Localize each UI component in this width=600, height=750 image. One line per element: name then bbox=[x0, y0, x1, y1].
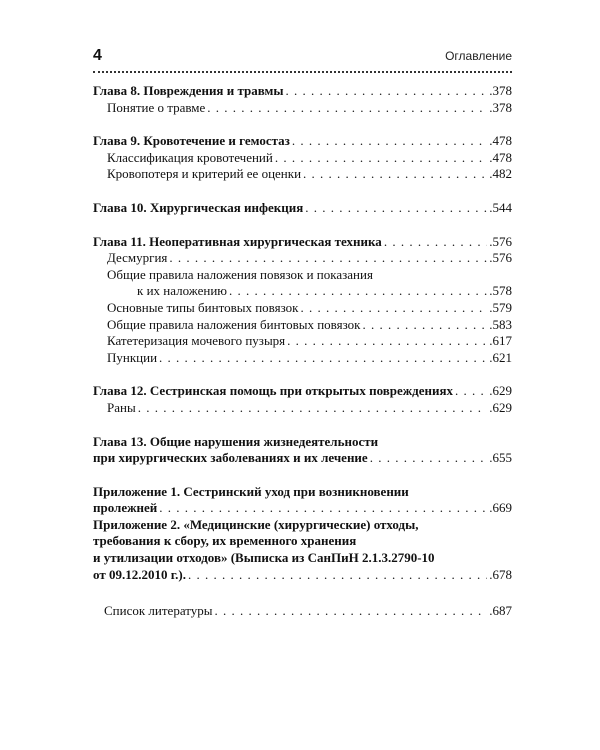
toc-entry-chapter-10[interactable] bbox=[93, 200, 512, 217]
toc-page: .617 bbox=[489, 333, 512, 349]
toc-leader bbox=[455, 383, 487, 400]
header-rule bbox=[93, 71, 512, 73]
toc-title: Глава 10. Хирургическая инфекция bbox=[93, 199, 304, 215]
toc-page: .655 bbox=[489, 450, 512, 466]
toc-title: от 09.12.2010 г.). bbox=[93, 566, 186, 582]
toc-page: .544 bbox=[489, 199, 512, 215]
toc-title: Глава 9. Кровотечение и гемостаз bbox=[93, 133, 290, 149]
toc-entry-appendix-2-line1[interactable] bbox=[93, 517, 512, 534]
toc-entry-chapter-12[interactable] bbox=[93, 383, 512, 400]
toc-entry-desmurgy[interactable] bbox=[93, 250, 512, 267]
toc-page: .629 bbox=[489, 399, 512, 415]
toc-leader bbox=[275, 150, 487, 167]
toc-title: Список литературы bbox=[104, 603, 213, 619]
toc-entry-appendix-1-line1[interactable] bbox=[93, 484, 512, 501]
toc-entry-bandage-types[interactable] bbox=[93, 300, 512, 317]
toc-title: Раны bbox=[107, 399, 136, 415]
toc-title: Десмургия bbox=[107, 250, 168, 266]
toc-leader bbox=[159, 350, 487, 367]
toc-leader bbox=[305, 200, 487, 217]
toc-entry-chapter-11[interactable] bbox=[93, 234, 512, 251]
running-title: Оглавление bbox=[445, 49, 512, 63]
toc-title: Пункции bbox=[107, 349, 158, 365]
toc-page: .578 bbox=[489, 283, 512, 299]
toc-entry-chapter-8[interactable] bbox=[93, 83, 512, 100]
toc-title: Классификация кровотечений bbox=[107, 149, 273, 165]
toc-entry-appendix-2[interactable] bbox=[93, 567, 512, 584]
toc-leader bbox=[292, 133, 487, 150]
toc-entry-appendix-1[interactable] bbox=[93, 500, 512, 517]
toc-leader bbox=[363, 317, 488, 334]
toc-entry-trauma-concept[interactable] bbox=[93, 100, 512, 117]
toc-page: .576 bbox=[489, 250, 512, 266]
toc-entry-catheterization[interactable] bbox=[93, 333, 512, 350]
toc-title: Глава 11. Неоперативная хирургическая техника bbox=[93, 233, 382, 249]
toc-entry-dressing-rules[interactable] bbox=[93, 283, 512, 300]
toc-entry-chapter-9[interactable] bbox=[93, 133, 512, 150]
toc-entry-chapter-13[interactable] bbox=[93, 450, 512, 467]
toc-entry-references[interactable] bbox=[93, 603, 512, 620]
toc-title: Понятие о травме bbox=[107, 99, 206, 115]
toc-page: .576 bbox=[489, 233, 512, 249]
toc-leader bbox=[300, 300, 487, 317]
toc-title: Катетеризация мочевого пузыря bbox=[107, 333, 286, 349]
toc-entry-wounds[interactable] bbox=[93, 400, 512, 417]
toc-title: Глава 13. Общие нарушения жизнедеятельности bbox=[93, 433, 379, 449]
toc-title: Кровопотеря и критерий ее оценки bbox=[107, 166, 302, 182]
toc-entry-bandage-rules[interactable] bbox=[93, 317, 512, 334]
toc-entry-dressing-rules-line1[interactable] bbox=[93, 267, 512, 284]
toc-page: .579 bbox=[489, 299, 512, 315]
toc-title: Основные типы бинтовых повязок bbox=[107, 299, 299, 315]
toc-leader bbox=[229, 283, 487, 300]
toc-page: .378 bbox=[489, 99, 512, 115]
toc-leader bbox=[215, 603, 488, 620]
toc-title: пролежней bbox=[93, 500, 158, 516]
toc-page: .621 bbox=[489, 349, 512, 365]
toc-page: .678 bbox=[489, 566, 512, 582]
toc-title: Глава 8. Повреждения и травмы bbox=[93, 83, 284, 98]
toc-title: при хирургических заболеваниях и их лечение bbox=[93, 450, 368, 466]
toc-leader bbox=[169, 250, 487, 267]
toc-entry-blood-loss[interactable] bbox=[93, 166, 512, 183]
toc-leader bbox=[207, 100, 487, 117]
table-of-contents bbox=[93, 83, 512, 620]
toc-leader bbox=[286, 83, 488, 100]
toc-entry-appendix-2-line3[interactable] bbox=[93, 550, 512, 567]
toc-page: .669 bbox=[489, 500, 512, 516]
toc-page: .583 bbox=[489, 316, 512, 332]
toc-leader bbox=[188, 567, 487, 584]
toc-title: Приложение 1. Сестринский уход при возникновении bbox=[93, 483, 409, 499]
toc-page: .687 bbox=[489, 603, 512, 619]
toc-page: .482 bbox=[489, 166, 512, 182]
toc-title: Общие правила наложения бинтовых повязок bbox=[107, 316, 361, 332]
toc-entry-bleeding-classification[interactable] bbox=[93, 150, 512, 167]
toc-leader bbox=[287, 333, 487, 350]
toc-title: Общие правила наложения повязок и показания bbox=[107, 266, 373, 282]
toc-leader bbox=[138, 400, 488, 417]
toc-entry-chapter-13-line1[interactable] bbox=[93, 434, 512, 451]
toc-leader bbox=[303, 166, 487, 183]
toc-page: .478 bbox=[489, 149, 512, 165]
toc-page: .478 bbox=[489, 133, 512, 149]
toc-title: Глава 12. Сестринская помощь при открытых повреждениях bbox=[93, 383, 454, 399]
toc-leader bbox=[159, 500, 487, 517]
toc-title: и утилизации отходов» (Выписка из СанПиН 2.1.3.2790-10 bbox=[93, 550, 435, 566]
toc-leader bbox=[384, 234, 487, 251]
toc-entry-punctures[interactable] bbox=[93, 350, 512, 367]
toc-page: .629 bbox=[489, 383, 512, 399]
toc-title: к их наложению bbox=[137, 283, 227, 299]
page-number: 4 bbox=[93, 47, 102, 64]
toc-page: .378 bbox=[489, 83, 512, 98]
toc-entry-appendix-2-line2[interactable] bbox=[93, 533, 512, 550]
toc-title: Приложение 2. «Медицинские (хирургические) отходы, bbox=[93, 516, 419, 532]
toc-leader bbox=[370, 450, 488, 467]
toc-title: требования к сбору, их временного хранения bbox=[93, 533, 357, 549]
